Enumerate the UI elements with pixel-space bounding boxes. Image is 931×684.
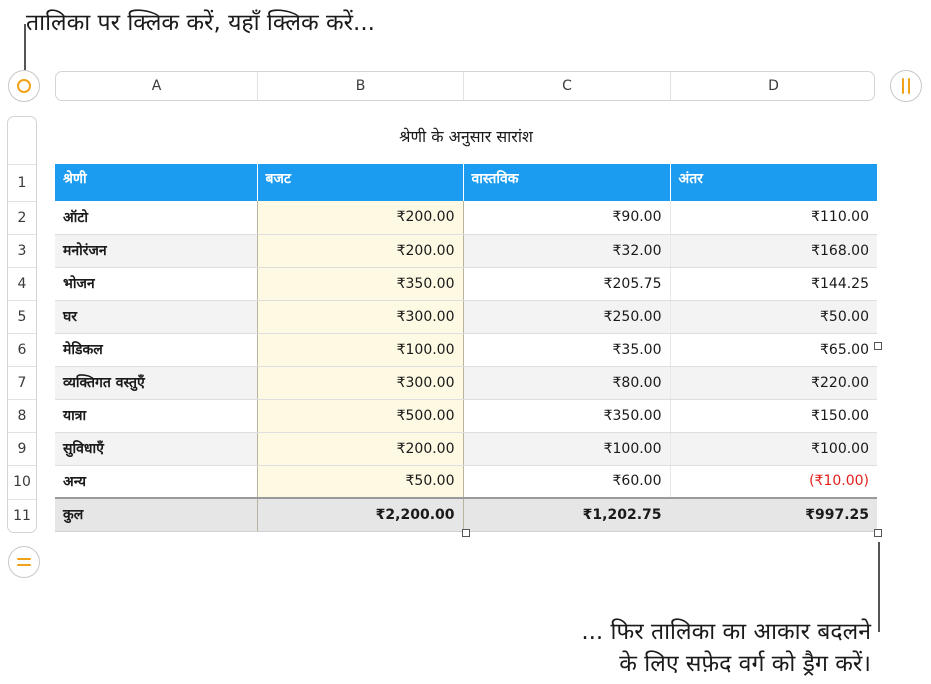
column-header-a[interactable]: A [56, 72, 258, 100]
budget-cell[interactable]: ₹300.00 [257, 300, 463, 333]
footer-actual-total[interactable]: ₹1,202.75 [463, 498, 670, 531]
header-cell-actual[interactable]: वास्तविक [463, 164, 670, 201]
row-header[interactable]: 4 [8, 267, 36, 300]
actual-cell[interactable]: ₹90.00 [463, 201, 670, 234]
header-cell-difference[interactable]: अंतर [670, 164, 877, 201]
footer-difference-total[interactable]: ₹997.25 [670, 498, 877, 531]
select-table-button[interactable] [8, 70, 40, 102]
row-header[interactable]: 2 [8, 201, 36, 234]
add-rows-button[interactable] [8, 546, 40, 578]
actual-cell[interactable]: ₹80.00 [463, 366, 670, 399]
callout-leader-bottom [878, 542, 880, 632]
category-cell[interactable]: यात्रा [55, 399, 257, 432]
category-cell[interactable]: मेडिकल [55, 333, 257, 366]
footer-label-cell[interactable]: कुल [55, 498, 257, 531]
instruction-callout-bottom [581, 616, 871, 680]
category-cell[interactable]: ऑटो [55, 201, 257, 234]
row-header[interactable]: 11 [8, 499, 36, 532]
row-header[interactable]: 1 [8, 164, 36, 201]
category-cell[interactable]: घर [55, 300, 257, 333]
column-header-bar[interactable] [55, 71, 875, 101]
category-cell[interactable]: अन्य [55, 465, 257, 498]
actual-cell[interactable]: ₹205.75 [463, 267, 670, 300]
instruction-callout-top: तालिका पर क्लिक करें, यहाँ क्लिक करें... [26, 10, 375, 36]
table-row [55, 201, 877, 234]
row-header[interactable]: 8 [8, 399, 36, 432]
footer-row [55, 498, 877, 531]
row-header[interactable]: 9 [8, 432, 36, 465]
row-header[interactable]: 6 [8, 333, 36, 366]
table-row [55, 267, 877, 300]
header-cell-budget[interactable]: बजट [257, 164, 463, 201]
table-row [55, 399, 877, 432]
row-header[interactable]: 5 [8, 300, 36, 333]
column-header-d[interactable]: D [768, 78, 779, 94]
table-row [55, 234, 877, 267]
budget-cell[interactable]: ₹350.00 [257, 267, 463, 300]
row-header[interactable]: 3 [8, 234, 36, 267]
column-header-c[interactable]: C [464, 72, 671, 100]
budget-cell[interactable]: ₹200.00 [257, 234, 463, 267]
actual-cell[interactable]: ₹100.00 [463, 432, 670, 465]
row-header[interactable]: 10 [8, 465, 36, 498]
header-row [55, 164, 877, 201]
table-row [55, 366, 877, 399]
difference-cell[interactable]: ₹168.00 [670, 234, 877, 267]
category-cell[interactable]: भोजन [55, 267, 257, 300]
budget-cell[interactable]: ₹200.00 [257, 432, 463, 465]
actual-cell[interactable]: ₹32.00 [463, 234, 670, 267]
budget-cell[interactable]: ₹500.00 [257, 399, 463, 432]
actual-cell[interactable]: ₹35.00 [463, 333, 670, 366]
footer-budget-total[interactable]: ₹2,200.00 [257, 498, 463, 531]
summary-table[interactable] [55, 164, 877, 532]
circle-icon [17, 79, 31, 93]
difference-cell[interactable]: ₹220.00 [670, 366, 877, 399]
difference-cell-negative[interactable]: (₹10.00) [670, 465, 877, 498]
difference-cell[interactable]: ₹150.00 [670, 399, 877, 432]
actual-cell[interactable]: ₹250.00 [463, 300, 670, 333]
freeze-columns-button[interactable] [890, 70, 922, 102]
header-cell-category[interactable]: श्रेणी [55, 164, 257, 201]
budget-cell[interactable]: ₹300.00 [257, 366, 463, 399]
resize-handle-right[interactable] [874, 342, 882, 350]
difference-cell[interactable]: ₹110.00 [670, 201, 877, 234]
category-cell[interactable]: व्यक्तिगत वस्तुएँ [55, 366, 257, 399]
actual-cell[interactable]: ₹60.00 [463, 465, 670, 498]
callout-leader-top [24, 24, 26, 70]
table-title[interactable]: श्रेणी के अनुसार सारांश [399, 127, 533, 146]
instruction-callout-bottom-line1: ... फिर तालिका का आकार बदलने [581, 619, 871, 645]
pause-bars-icon [902, 78, 910, 94]
difference-cell[interactable]: ₹100.00 [670, 432, 877, 465]
category-cell[interactable]: सुविधाएँ [55, 432, 257, 465]
resize-handle-corner[interactable] [874, 529, 882, 537]
budget-cell[interactable]: ₹50.00 [257, 465, 463, 498]
table-row [55, 300, 877, 333]
budget-cell[interactable]: ₹200.00 [257, 201, 463, 234]
table-row [55, 333, 877, 366]
column-header-b[interactable]: B [258, 72, 464, 100]
actual-cell[interactable]: ₹350.00 [463, 399, 670, 432]
budget-cell[interactable]: ₹100.00 [257, 333, 463, 366]
row-header[interactable]: 7 [8, 366, 36, 399]
category-cell[interactable]: मनोरंजन [55, 234, 257, 267]
difference-cell[interactable]: ₹50.00 [670, 300, 877, 333]
table-row [55, 432, 877, 465]
difference-cell[interactable]: ₹65.00 [670, 333, 877, 366]
row-header-bar[interactable] [7, 116, 37, 533]
equals-icon [17, 558, 31, 566]
resize-handle-bottom[interactable] [462, 529, 470, 537]
instruction-callout-bottom-line2: के लिए सफ़ेद वर्ग को ड्रैग करें। [619, 651, 871, 677]
difference-cell[interactable]: ₹144.25 [670, 267, 877, 300]
table-row [55, 465, 877, 498]
